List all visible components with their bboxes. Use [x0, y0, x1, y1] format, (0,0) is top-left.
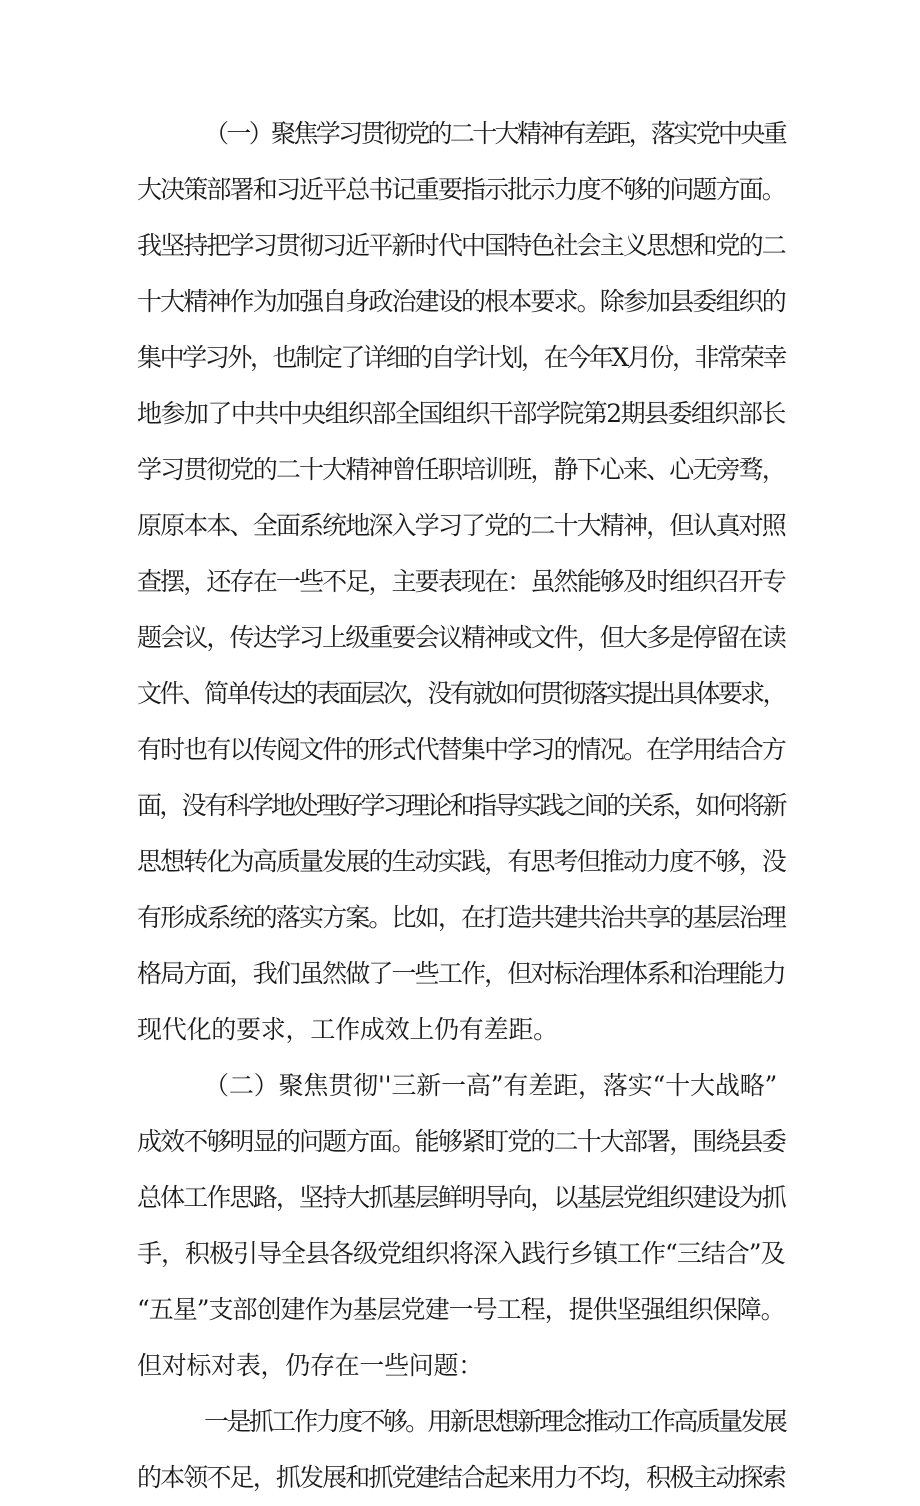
text-line: 的本领不足，抓发展和抓党建结合起来用力不均，积极主动探索: [137, 1463, 785, 1492]
text-line: 题会议，传达学习上级重要会议精神或文件，但大多是停留在读: [137, 623, 785, 652]
text-line: 有形成系统的落实方案。比如，在打造共建共治共享的基层治理: [137, 903, 785, 932]
text-line: 大决策部署和习近平总书记重要指示批示力度不够的问题方面。: [137, 175, 785, 204]
text-line: 地参加了中共中央组织部全国组织干部学院第2期县委组织部长: [137, 399, 785, 428]
text-line: 手，积极引导全县各级党组织将深入践行乡镇工作“三结合”及: [137, 1239, 785, 1268]
paragraph-first-line: 一是抓工作力度不够。用新思想新理念推动工作高质量发展: [204, 1407, 786, 1436]
text-line: 成效不够明显的问题方面。能够紧盯党的二十大部署，围绕县委: [137, 1127, 785, 1156]
text-line: 我坚持把学习贯彻习近平新时代中国特色社会主义思想和党的二: [137, 231, 785, 260]
text-line: “五星”支部创建作为基层党建一号工程，提供坚强组织保障。: [137, 1295, 785, 1324]
text-line: 有时也有以传阅文件的形式代替集中学习的情况。在学用结合方: [137, 735, 785, 764]
text-line: 现代化的要求，工作成效上仍有差距。: [137, 1015, 558, 1044]
text-line: 原原本本、全面系统地深入学习了党的二十大精神，但认真对照: [137, 511, 785, 540]
heading-section-2: （二）聚焦贯彻''三新一高”有差距，落实“十大战略”: [204, 1071, 778, 1100]
text-line: 文件、简单传达的表面层次，没有就如何贯彻落实提出具体要求，: [137, 679, 785, 708]
text-line: 思想转化为高质量发展的生动实践，有思考但推动力度不够，没: [137, 847, 785, 876]
text-line: 集中学习外，也制定了详细的自学计划，在今年X月份，非常荣幸: [137, 343, 785, 372]
text-line: 面，没有科学地处理好学习理论和指导实践之间的关系，如何将新: [137, 791, 785, 820]
text-line: 学习贯彻党的二十大精神曾任职培训班，静下心来、心无旁骛，: [137, 455, 785, 484]
text-line: 查摆，还存在一些不足，主要表现在：虽然能够及时组织召开专: [137, 567, 785, 596]
text-line: 但对标对表，仍存在一些问题：: [137, 1351, 483, 1380]
text-line: 十大精神作为加强自身政治建设的根本要求。除参加县委组织的: [137, 287, 785, 316]
text-line: 格局方面，我们虽然做了一些工作，但对标治理体系和治理能力: [137, 959, 785, 988]
heading-section-1: （一）聚焦学习贯彻党的二十大精神有差距，落实党中央重: [204, 119, 786, 148]
text-line: 总体工作思路，坚持大抓基层鲜明导向，以基层党组织建设为抓: [137, 1183, 785, 1212]
